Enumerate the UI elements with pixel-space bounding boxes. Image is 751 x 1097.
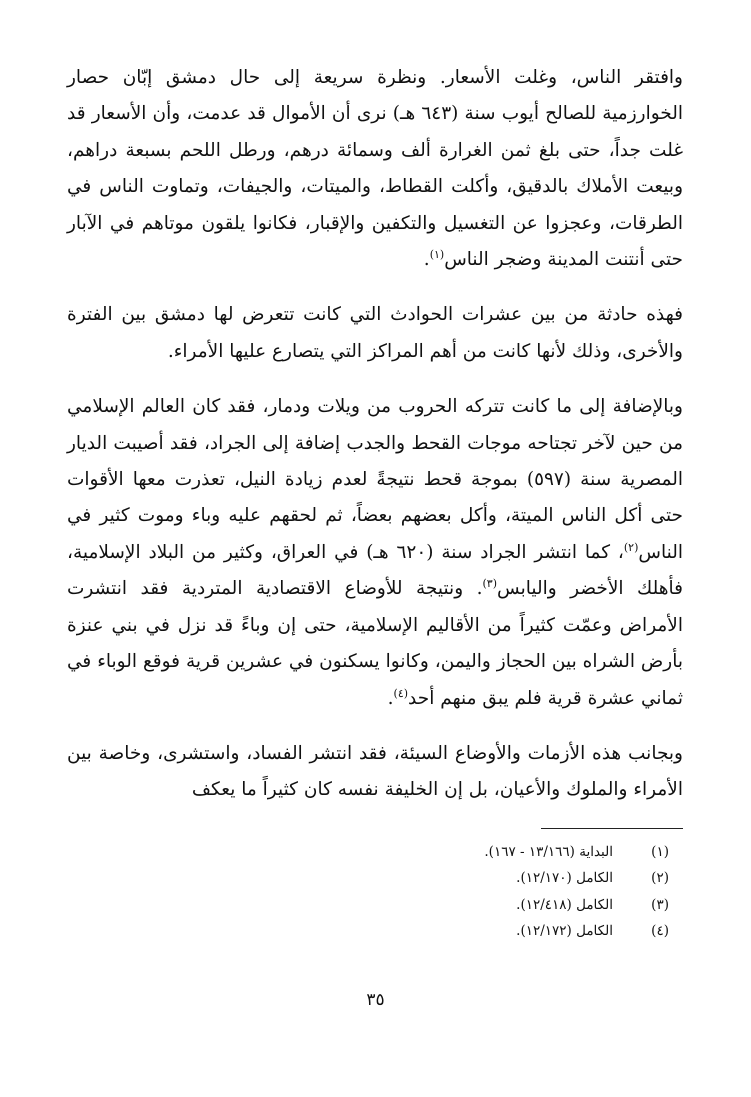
footnote-item: [67, 892, 669, 919]
footnote-separator-wrap: [67, 828, 683, 839]
book-page: [67, 60, 683, 945]
paragraph-2-text: فهذه حادثة من بين عشرات الحوادث التي كانت تتعرض لها دمشق بين الفترة والأخرى، وذلك لأنها كانت من أهم المراكز التي يتصارع عليها الأمراء.: [67, 304, 683, 362]
paragraph-3: [67, 389, 683, 717]
footnote-ref-3[interactable]: (٣): [482, 577, 498, 591]
footnote-number: (١): [651, 843, 669, 860]
footnote-separator: [541, 828, 683, 829]
footnote-ref-1[interactable]: (١): [429, 247, 445, 261]
paragraph-3-end: .: [387, 687, 394, 709]
footnote-text: الكامل (١٢/١٧٠).: [516, 870, 613, 887]
footnote-item: [67, 865, 669, 892]
paragraph-4: [67, 736, 683, 809]
footnote-ref-2[interactable]: (٢): [623, 540, 639, 554]
footnotes-list: [67, 839, 683, 945]
paragraph-1: [67, 60, 683, 278]
paragraph-2: [67, 297, 683, 370]
footnote-ref-4[interactable]: (٤): [393, 686, 409, 700]
footnote-text: الكامل (١٢/٤١٨).: [516, 896, 613, 913]
footnote-item: [67, 918, 669, 945]
paragraph-1-end: .: [423, 249, 430, 271]
paragraph-3-text-c: . ونتيجة للأوضاع الاقتصادية المتردية فقد انتشرت الأمراض وعمّت كثيراً من الأقاليم الإسلامية، حتى إن وباءً قد نزل في بني عنزة بأرض الشراه بين الحجاز واليمن، وكانوا يسكنون في عشرين قرية فوقع الوباء في ثماني عشرة قرية فلم يبق منهم أحد: [67, 578, 683, 709]
paragraph-4-text: وبجانب هذه الأزمات والأوضاع السيئة، فقد انتشر الفساد، واستشرى، وخاصة بين الأمراء والملوك والأعيان، بل إن الخليفة نفسه كان كثيراً ما يعكف: [67, 742, 683, 801]
paragraph-1-text: وافتقر الناس، وغلت الأسعار. ونظرة سريعة إلى حال دمشق إبّان حصار الخوارزمية للصالح أيوب سنة (٦٤٣ هـ) نرى أن الأموال قد عدمت، وأن الأسعار قد غلت جداً، حتى بلغ ثمن الغرارة ألف وسمائة درهم، ورطل اللحم بسبعة دراهم، وبيعت الأملاك بالدقيق، وأكلت القطاط، والميتات، والجيفات، وتماوت الناس في الطرقات، وعجزوا عن التغسيل والتكفين والإقبار، فكانوا يلقون موتاهم في الآبار حتى أنتنت المدينة وضجر الناس: [67, 67, 683, 271]
page-number: ٣٥: [366, 990, 385, 1010]
footnote-number: (٤): [651, 923, 669, 940]
footnote-text: الكامل (١٢/١٧٢).: [516, 923, 613, 940]
footnote-number: (٢): [651, 870, 669, 887]
paragraph-3-text: وبالإضافة إلى ما كانت تتركه الحروب من ويلات ودمار، فقد كان العالم الإسلامي من حين لآخر تجتاحه موجات القحط والجدب إضافة إلى الجراد، فقد أصيبت الديار المصرية سنة (٥٩٧) بموجة قحط نتيجةً لعدم زيادة النيل، تعذرت معها الأقوات حتى أكل الناس الميتة، وأكل بعضهم بعضاً، ثم لحقهم عليه وباء وموت كثير في الناس: [67, 396, 683, 563]
footnote-item: [67, 839, 669, 866]
footnote-number: (٣): [651, 896, 669, 913]
footnote-text: البداية (١٣/١٦٦ - ١٦٧).: [484, 843, 613, 860]
paragraph-3-text-b: ، كما انتشر الجراد سنة (٦٢٠ هـ) في العراق، وكثير من البلاد الإسلامية، فأهلك الأخضر واليابس: [67, 541, 683, 600]
